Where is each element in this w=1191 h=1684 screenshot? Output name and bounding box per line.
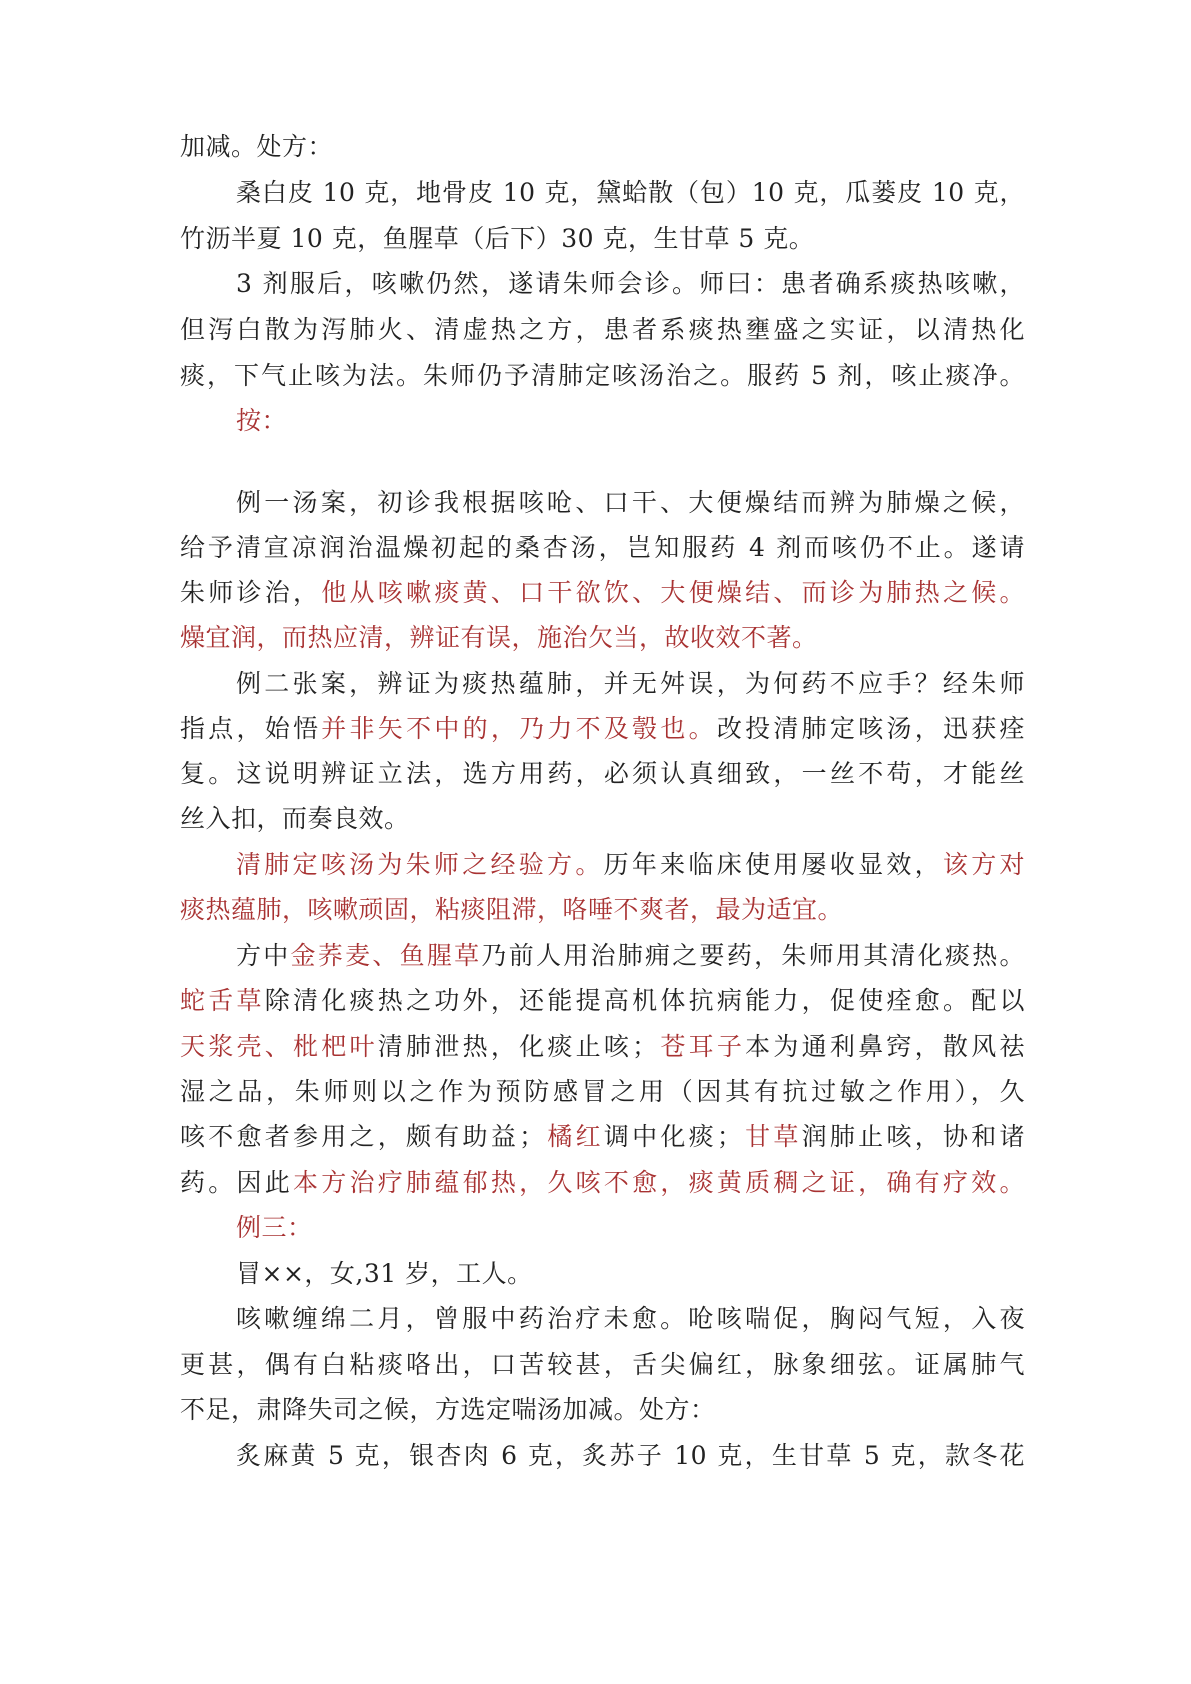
text-line xyxy=(180,573,1025,613)
highlighted-text: 该方对 xyxy=(942,850,1025,879)
body-text-run: 丝入扣，而奏良效。 xyxy=(180,804,410,833)
text-line xyxy=(180,981,1025,1021)
body-text-run: 改投清肺定咳汤，迅获痊 xyxy=(716,714,1025,743)
text-line xyxy=(180,799,1025,839)
highlighted-text: 天浆壳、枇杷叶 xyxy=(180,1032,378,1061)
highlighted-text: 按： xyxy=(236,406,288,435)
body-text-run: 冒××，女,31 岁，工人。 xyxy=(236,1259,533,1288)
text-line xyxy=(180,936,1025,976)
text-line xyxy=(180,219,1025,259)
text-line xyxy=(180,1254,1025,1294)
body-text-run: 润肺止咳，协和诸 xyxy=(801,1122,1025,1151)
text-line xyxy=(180,1117,1025,1157)
body-text-run: 复。这说明辨证立法，选方用药，必须认真细致，一丝不苟，才能丝 xyxy=(180,759,1025,788)
highlighted-text: 橘红 xyxy=(544,1122,604,1151)
body-text-run: 乃前人用治肺痈之要药，朱师用其清化痰热。 xyxy=(481,941,1025,970)
body-text-run: 本为通利鼻窍，散风祛 xyxy=(745,1032,1025,1061)
text-line xyxy=(180,264,1025,304)
text-line xyxy=(180,310,1025,350)
text-line xyxy=(180,401,1025,441)
highlighted-text: 甘草 xyxy=(742,1122,802,1151)
highlighted-text: 痰热蕴肺，咳嗽顽固，粘痰阻滞，咯唾不爽者，最为适宜。 xyxy=(180,895,844,924)
body-text-run: 咳不愈者参用之，颇有助益； xyxy=(180,1122,545,1151)
body-text-run: 但泻白散为泻肺火、清虚热之方，患者系痰热壅盛之实证，以清热化 xyxy=(180,315,1025,344)
body-text-run: 3 剂服后，咳嗽仍然，遂请朱师会诊。师曰：患者确系痰热咳嗽， xyxy=(236,269,1025,298)
body-text-run: 调中化痰； xyxy=(603,1122,743,1151)
body-text-run: 给予清宣凉润治温燥初起的桑杏汤，岂知服药 4 剂而咳仍不止。遂请 xyxy=(180,533,1025,562)
body-text-run: 桑白皮 10 克，地骨皮 10 克，黛蛤散（包）10 克，瓜蒌皮 10 克， xyxy=(236,178,1025,207)
highlighted-text: 他从咳嗽痰黄、口干欲饮、大便燥结、而诊为肺热之候。 xyxy=(321,578,1025,607)
text-line xyxy=(180,1208,1025,1248)
text-line xyxy=(180,1027,1025,1067)
text-line xyxy=(180,709,1025,749)
body-text-run: 例二张案，辨证为痰热蕴肺，并无舛误，为何药不应手？经朱师 xyxy=(236,669,1025,698)
body-text-run: 更甚，偶有白粘痰咯出，口苦较甚，舌尖偏红，脉象细弦。证属肺气 xyxy=(180,1350,1025,1379)
body-text-run: 朱师诊治， xyxy=(180,578,322,607)
body-text-run: 竹沥半夏 10 克，鱼腥草（后下）30 克，生甘草 5 克。 xyxy=(180,224,815,253)
highlighted-text: 例三： xyxy=(236,1213,313,1242)
text-line xyxy=(180,754,1025,794)
highlighted-text: 苍耳子 xyxy=(657,1032,746,1061)
text-line xyxy=(180,1390,1025,1430)
highlighted-text: 本方治疗肺蕴郁热，久咳不愈，痰黄质稠之证，确有疗效。 xyxy=(293,1168,1025,1197)
body-text-run: 历年来临床使用屡收显效， xyxy=(603,850,943,879)
body-text-run: 加减。处方： xyxy=(180,132,334,161)
text-line xyxy=(180,356,1025,396)
text-line xyxy=(180,618,1025,658)
highlighted-text: 清肺定咳汤为朱师之经验方。 xyxy=(236,850,604,879)
body-text-run: 痰，下气止咳为法。朱师仍予清肺定咳汤治之。服药 5 剂，咳止痰净。 xyxy=(180,361,1025,390)
highlighted-text: 蛇舌草 xyxy=(180,986,265,1015)
body-text-run: 炙麻黄 5 克，银杏肉 6 克，炙苏子 10 克，生甘草 5 克，款冬花 xyxy=(236,1441,1025,1470)
body-text-run: 不足，肃降失司之候，方选定喘汤加减。处方： xyxy=(180,1395,716,1424)
body-text-run: 方中 xyxy=(236,941,291,970)
text-line xyxy=(180,528,1025,568)
text-line xyxy=(180,664,1025,704)
text-line xyxy=(180,1072,1025,1112)
text-line xyxy=(180,483,1025,523)
text-line xyxy=(180,1345,1025,1385)
body-text-run: 湿之品，朱师则以之作为预防感冒之用（因其有抗过敏之作用），久 xyxy=(180,1077,1025,1106)
body-text-run: 例一汤案，初诊我根据咳呛、口干、大便燥结而辨为肺燥之候， xyxy=(236,488,1025,517)
highlighted-text: 金荞麦、鱼腥草 xyxy=(290,941,482,970)
text-line xyxy=(180,1163,1025,1203)
text-line xyxy=(180,1436,1025,1476)
body-text-run: 清肺泄热，化痰止咳； xyxy=(377,1032,658,1061)
highlighted-text: 燥宜润，而热应清，辨证有误，施治欠当，故收效不著。 xyxy=(180,623,818,652)
text-line xyxy=(180,1299,1025,1339)
text-line xyxy=(180,173,1025,213)
body-text-run: 咳嗽缠绵二月，曾服中药治疗未愈。呛咳喘促，胸闷气短，入夜 xyxy=(236,1304,1025,1333)
text-line xyxy=(180,127,1025,167)
text-line xyxy=(180,890,1025,930)
body-text-run: 除清化痰热之功外，还能提高机体抗病能力，促使痊愈。配以 xyxy=(264,986,1025,1015)
body-text-run: 药。因此 xyxy=(180,1168,294,1197)
body-text-run: 指点，始悟 xyxy=(180,714,322,743)
highlighted-text: 并非矢不中的，乃力不及彀也。 xyxy=(321,714,717,743)
text-line xyxy=(180,845,1025,885)
